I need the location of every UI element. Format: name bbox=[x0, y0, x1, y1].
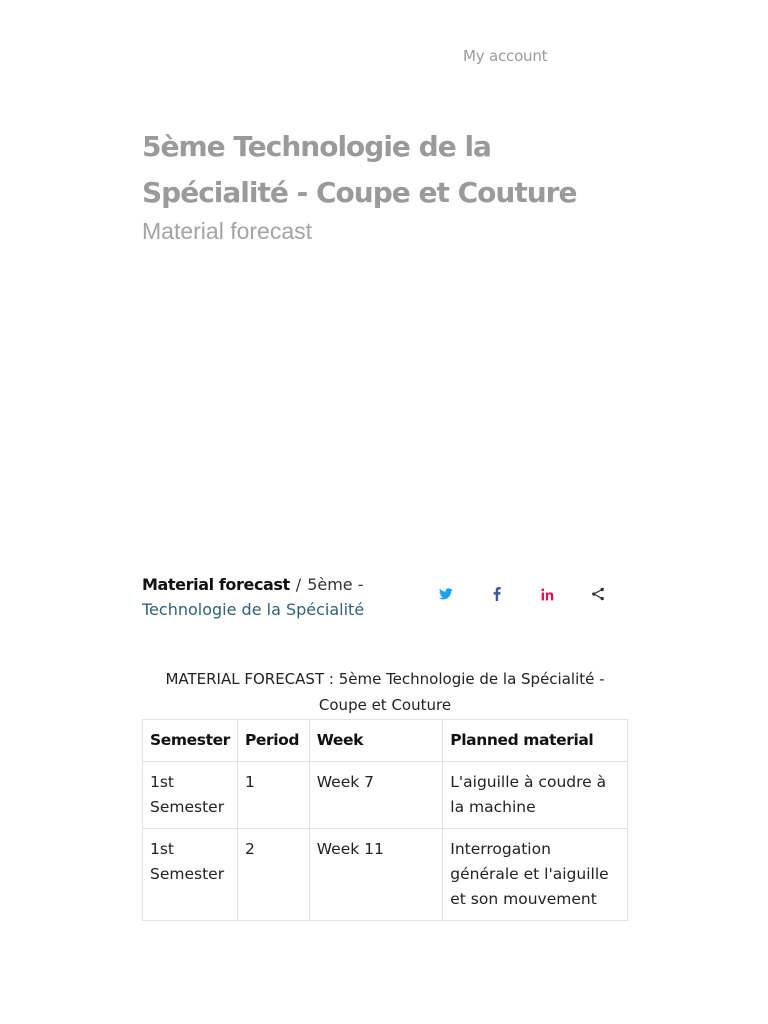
share-bar bbox=[432, 584, 612, 604]
cell-period: 1 bbox=[237, 762, 309, 829]
cell-semester: 1st Semester bbox=[143, 762, 238, 829]
table-row bbox=[143, 762, 628, 829]
breadcrumb-current-link[interactable]: Technologie de la Spécialité bbox=[142, 600, 365, 619]
top-nav bbox=[463, 46, 547, 65]
breadcrumb-prefix: 5ème - bbox=[307, 575, 364, 594]
breadcrumb bbox=[142, 572, 402, 622]
cell-planned-material: Interrogation générale et l'aiguille et son mouvement bbox=[443, 829, 628, 921]
breadcrumb-home-link[interactable]: Material forecast bbox=[142, 575, 290, 594]
cell-week: Week 7 bbox=[309, 762, 443, 829]
table-row bbox=[143, 829, 628, 921]
breadcrumb-separator: / bbox=[295, 575, 302, 594]
facebook-icon[interactable] bbox=[487, 584, 507, 604]
table-caption: MATERIAL FORECAST : 5ème Technologie de la Spécialité - Coupe et Couture bbox=[165, 670, 605, 714]
page-title: 5ème Technologie de la Spécialité - Coupe et Couture bbox=[142, 130, 577, 209]
share-icon[interactable] bbox=[588, 584, 608, 604]
cell-period: 2 bbox=[237, 829, 309, 921]
page-subtitle: Material forecast bbox=[142, 218, 313, 244]
column-header-week: Week bbox=[309, 720, 443, 762]
main-content bbox=[142, 572, 628, 921]
cell-week: Week 11 bbox=[309, 829, 443, 921]
cell-planned-material: L'aiguille à coudre à la machine bbox=[443, 762, 628, 829]
my-account-link[interactable]: My account bbox=[463, 47, 548, 65]
column-header-planned-material: Planned material bbox=[443, 720, 628, 762]
linkedin-icon[interactable] bbox=[537, 584, 557, 604]
table-header-row bbox=[143, 720, 628, 762]
material-forecast-table bbox=[142, 719, 628, 921]
column-header-semester: Semester bbox=[143, 720, 238, 762]
cell-semester: 1st Semester bbox=[143, 829, 238, 921]
twitter-icon[interactable] bbox=[436, 584, 456, 604]
page-header bbox=[142, 124, 642, 246]
column-header-period: Period bbox=[237, 720, 309, 762]
breadcrumb-row bbox=[142, 572, 628, 652]
